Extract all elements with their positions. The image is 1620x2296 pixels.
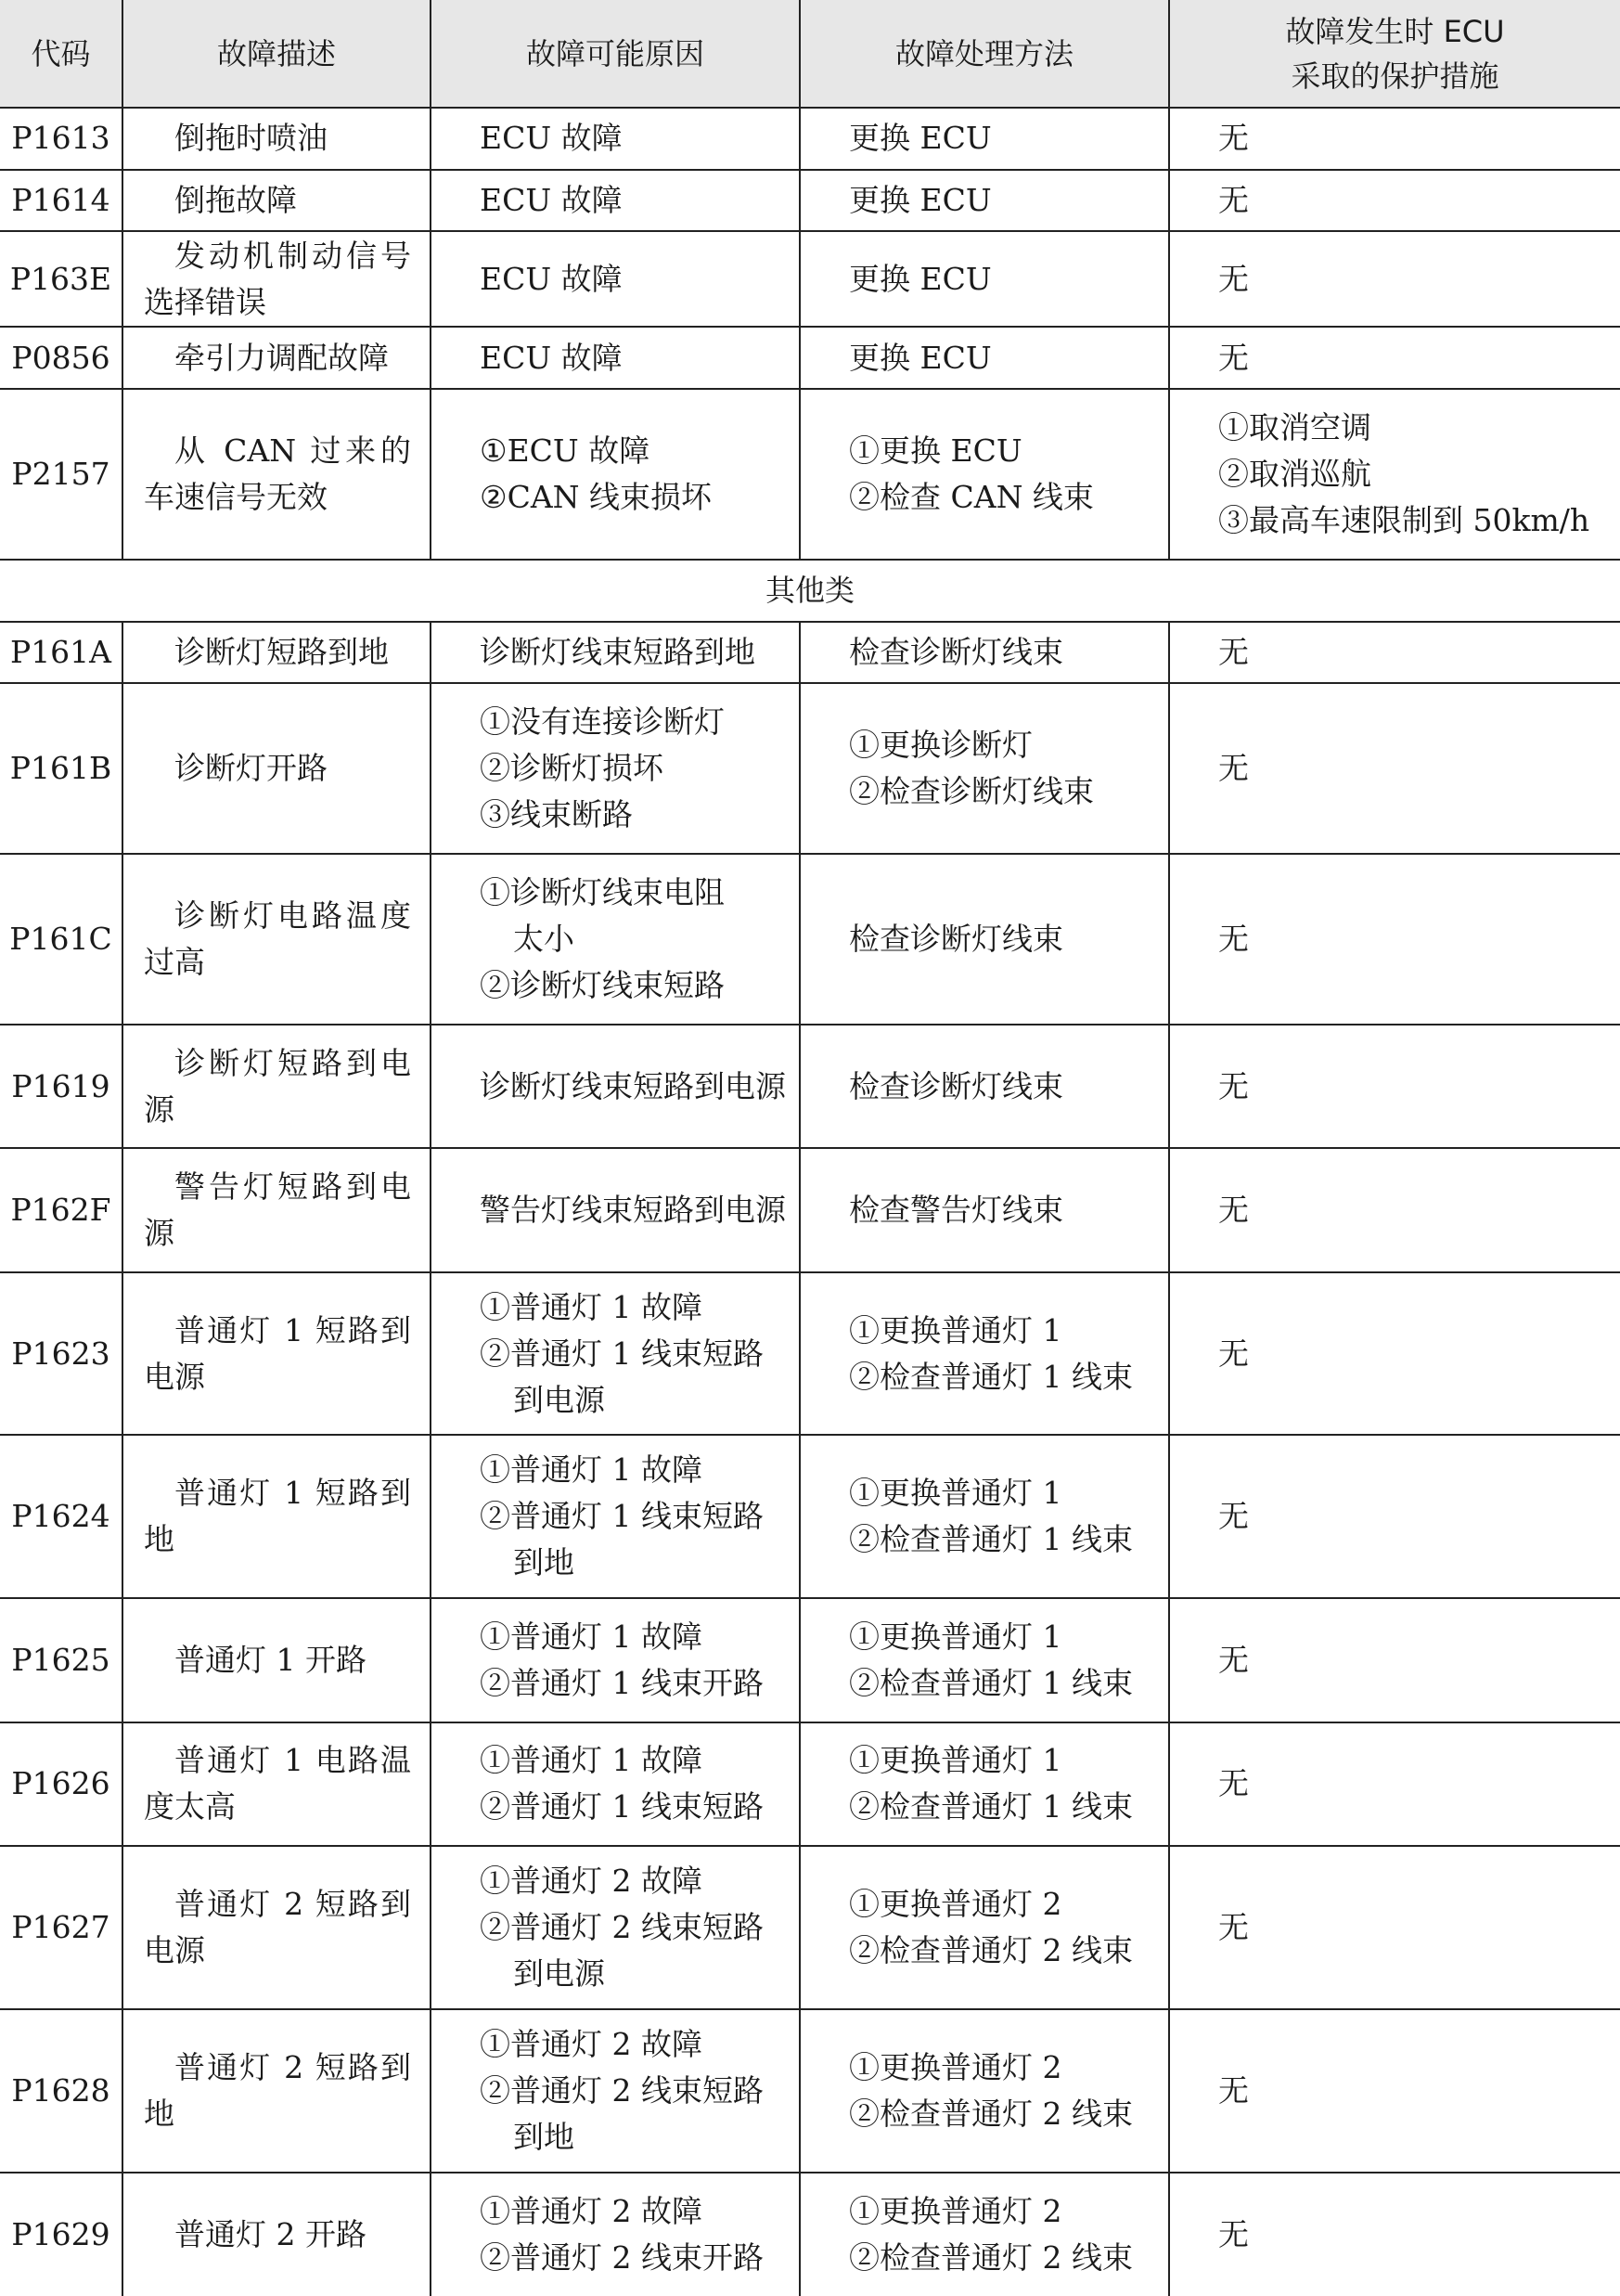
fault-description: 诊断灯电路温度过高 [122, 854, 431, 1025]
fault-fix-line: ①更换普通灯 1 [849, 1618, 1062, 1655]
ecu-protection-line: 无 [1218, 1908, 1249, 1945]
fault-fix-line: ②检查普通灯 2 线束 [849, 2238, 1133, 2276]
ecu-protection-line: 无 [1218, 1765, 1249, 1802]
fault-description: 普通灯 2 短路到地 [122, 2009, 431, 2173]
fault-fix [800, 2009, 1169, 2173]
table-row [0, 1148, 1620, 1271]
fault-fix-line: 更换 ECU [849, 339, 992, 376]
table-row [0, 1025, 1620, 1148]
fault-description: 从 CAN 过来的车速信号无效 [122, 389, 431, 560]
table-row [0, 1846, 1620, 2009]
ecu-protection [1169, 389, 1620, 560]
fault-fix [800, 170, 1169, 232]
ecu-protection [1169, 2009, 1620, 2173]
fault-cause-line: ②诊断灯损坏 [480, 750, 663, 787]
table-row [0, 2009, 1620, 2173]
fault-fix-line: ②检查诊断灯线束 [849, 773, 1094, 810]
fault-cause-line: 到地 [513, 2118, 574, 2155]
section-title: 其他类 [0, 560, 1620, 622]
table-row [0, 108, 1620, 170]
fault-fix [800, 683, 1169, 854]
ecu-protection-line: 无 [1218, 1641, 1249, 1678]
fault-cause-line: ②普通灯 2 线束短路 [480, 1908, 764, 1945]
ecu-protection [1169, 1598, 1620, 1722]
ecu-protection [1169, 622, 1620, 684]
fault-fix-line: ①更换普通灯 1 [849, 1475, 1062, 1512]
fault-cause-line: ①普通灯 2 故障 [480, 2192, 702, 2229]
fault-cause-line: ①普通灯 2 故障 [480, 2025, 702, 2062]
fault-fix [800, 854, 1169, 1025]
ecu-protection [1169, 108, 1620, 170]
fault-cause-line: 到电源 [513, 1954, 605, 1992]
fault-fix-line: ②检查普通灯 2 线束 [849, 1931, 1133, 1968]
fault-cause-line: ②普通灯 2 线束短路 [480, 2071, 764, 2109]
fault-code: P0856 [0, 327, 122, 389]
fault-cause-line: 到地 [513, 1544, 574, 1581]
fault-fix [800, 108, 1169, 170]
fault-description: 倒拖故障 [122, 170, 431, 232]
fault-description: 普通灯 1 开路 [122, 1598, 431, 1722]
ecu-protection-line: 无 [1218, 1067, 1249, 1104]
ecu-protection-line: 无 [1218, 633, 1249, 670]
table-row [0, 1272, 1620, 1436]
ecu-protection [1169, 683, 1620, 854]
fault-code: P162F [0, 1148, 122, 1271]
fault-fix-line: ①更换诊断灯 [849, 727, 1033, 764]
fault-description: 普通灯 1 短路到地 [122, 1435, 431, 1598]
fault-cause-line: ②普通灯 1 线束短路 [480, 1788, 764, 1825]
fault-cause-line: ①普通灯 2 故障 [480, 1862, 702, 1899]
ecu-protection [1169, 1148, 1620, 1271]
fault-cause-line: 到电源 [513, 1381, 605, 1418]
table-header-row [0, 0, 1620, 108]
fault-fix-line: ②检查普通灯 1 线束 [849, 1788, 1133, 1825]
ecu-protection [1169, 1025, 1620, 1148]
fault-fix [800, 2173, 1169, 2296]
table-row [0, 327, 1620, 389]
header-code: 代码 [0, 0, 122, 108]
fault-code: P1627 [0, 1846, 122, 2009]
fault-description: 普通灯 2 开路 [122, 2173, 431, 2296]
header-description: 故障描述 [122, 0, 431, 108]
fault-code: P161B [0, 683, 122, 854]
header-fix: 故障处理方法 [800, 0, 1169, 108]
fault-code: P1625 [0, 1598, 122, 1722]
table-row [0, 170, 1620, 232]
ecu-protection-line: ①取消空调 [1218, 409, 1371, 445]
fault-code: P1619 [0, 1025, 122, 1148]
ecu-protection-line: 无 [1218, 120, 1249, 157]
fault-fix-line: ②检查普通灯 1 线束 [849, 1664, 1133, 1701]
ecu-protection [1169, 327, 1620, 389]
fault-code: P161C [0, 854, 122, 1025]
fault-cause [431, 1025, 800, 1148]
fault-cause-line: ①普通灯 1 故障 [480, 1618, 702, 1655]
fault-fix-line: 检查诊断灯线束 [849, 1067, 1063, 1104]
ecu-protection-line: 无 [1218, 339, 1249, 376]
fault-fix-line: 检查诊断灯线束 [849, 633, 1063, 670]
ecu-protection-line: 无 [1218, 182, 1249, 218]
fault-description: 倒拖时喷油 [122, 108, 431, 170]
ecu-protection [1169, 170, 1620, 232]
fault-code: P1626 [0, 1722, 122, 1846]
ecu-protection-line: 无 [1218, 2215, 1249, 2252]
fault-description: 诊断灯短路到电源 [122, 1025, 431, 1148]
fault-cause-line: ②普通灯 2 线束开路 [480, 2238, 764, 2276]
table-body-group2 [0, 622, 1620, 2296]
fault-code: P2157 [0, 389, 122, 560]
fault-code: P1629 [0, 2173, 122, 2296]
fault-fix-line: 更换 ECU [849, 120, 992, 157]
fault-cause-line: ①普通灯 1 故障 [480, 1288, 702, 1325]
fault-cause [431, 1846, 800, 2009]
fault-cause [431, 2173, 800, 2296]
fault-code: P1623 [0, 1272, 122, 1436]
fault-cause-line: 警告灯线束短路到电源 [480, 1192, 786, 1229]
fault-description: 普通灯 2 短路到电源 [122, 1846, 431, 2009]
fault-cause-line: ③线束断路 [480, 796, 633, 833]
fault-fix-line: 检查警告灯线束 [849, 1192, 1063, 1229]
table-row [0, 231, 1620, 327]
fault-code: P1614 [0, 170, 122, 232]
fault-cause [431, 389, 800, 560]
fault-cause [431, 231, 800, 327]
fault-fix [800, 389, 1169, 560]
fault-description: 牵引力调配故障 [122, 327, 431, 389]
ecu-protection [1169, 2173, 1620, 2296]
fault-cause [431, 622, 800, 684]
section-row [0, 560, 1620, 622]
fault-cause [431, 327, 800, 389]
fault-fix-line: ①更换普通灯 2 [849, 2192, 1062, 2229]
fault-cause [431, 1598, 800, 1722]
ecu-protection-line: ③最高车速限制到 50km/h [1218, 502, 1590, 538]
fault-cause [431, 170, 800, 232]
ecu-protection-line: 无 [1218, 1335, 1249, 1372]
fault-fix-line: 更换 ECU [849, 260, 992, 297]
ecu-protection-line: 无 [1218, 1192, 1249, 1229]
header-protection-line-1: 故障发生时 ECU [1285, 13, 1505, 49]
fault-code: P1613 [0, 108, 122, 170]
fault-description: 诊断灯开路 [122, 683, 431, 854]
fault-fix [800, 231, 1169, 327]
fault-code: P163E [0, 231, 122, 327]
fault-description: 警告灯短路到电源 [122, 1148, 431, 1271]
fault-cause-line: ①普通灯 1 故障 [480, 1451, 702, 1489]
fault-cause [431, 1435, 800, 1598]
ecu-protection-line: 无 [1218, 921, 1249, 958]
header-protection-line-2: 采取的保护措施 [1291, 58, 1499, 94]
fault-cause-line: ECU 故障 [480, 339, 623, 376]
fault-cause-line: ECU 故障 [480, 120, 623, 157]
fault-cause [431, 108, 800, 170]
fault-code: P1628 [0, 2009, 122, 2173]
fault-fix [800, 1722, 1169, 1846]
fault-cause-line: ②普通灯 1 线束短路 [480, 1498, 764, 1535]
fault-cause [431, 1722, 800, 1846]
ecu-protection-line: 无 [1218, 1498, 1249, 1535]
ecu-protection-line: 无 [1218, 2071, 1249, 2109]
fault-fix-line: 更换 ECU [849, 182, 992, 218]
table-row [0, 1598, 1620, 1722]
ecu-protection [1169, 1722, 1620, 1846]
fault-cause-line: 诊断灯线束短路到电源 [480, 1067, 786, 1104]
fault-cause-line: ②诊断灯线束短路 [480, 967, 725, 1004]
fault-cause-line: ECU 故障 [480, 260, 623, 297]
ecu-protection [1169, 1435, 1620, 1598]
fault-fix-line: 检查诊断灯线束 [849, 921, 1063, 958]
fault-fix [800, 1272, 1169, 1436]
section-row-group [0, 560, 1620, 622]
fault-cause-line: ①没有连接诊断灯 [480, 703, 725, 741]
fault-fix-line: ①更换普通灯 1 [849, 1742, 1062, 1779]
table-row [0, 389, 1620, 560]
fault-fix-line: ②检查普通灯 1 线束 [849, 1358, 1133, 1395]
ecu-protection [1169, 1272, 1620, 1436]
fault-cause-line: 诊断灯线束短路到地 [480, 633, 755, 670]
fault-description: 诊断灯短路到地 [122, 622, 431, 684]
fault-fix-line: ②检查普通灯 2 线束 [849, 2095, 1133, 2132]
fault-cause [431, 1272, 800, 1436]
ecu-protection [1169, 231, 1620, 327]
table-row [0, 622, 1620, 684]
fault-fix-line: ②检查普通灯 1 线束 [849, 1521, 1133, 1558]
fault-fix-line: ①更换普通灯 2 [849, 2048, 1062, 2085]
fault-description: 普通灯 1 电路温度太高 [122, 1722, 431, 1846]
fault-cause-line: ECU 故障 [480, 182, 623, 218]
ecu-protection [1169, 854, 1620, 1025]
table-body-group1 [0, 108, 1620, 560]
fault-cause-line: ②普通灯 1 线束短路 [480, 1335, 764, 1372]
fault-cause [431, 1148, 800, 1271]
ecu-protection-line: 无 [1218, 260, 1249, 297]
fault-cause-line: ②普通灯 1 线束开路 [480, 1664, 764, 1701]
fault-cause-line: ②CAN 线束损坏 [480, 479, 713, 515]
fault-fix-line: ①更换 ECU [849, 432, 1022, 469]
fault-cause-line: ①诊断灯线束电阻 [480, 874, 725, 911]
fault-fix-line: ②检查 CAN 线束 [849, 479, 1094, 515]
fault-cause-line: 太小 [513, 921, 574, 958]
fault-cause-line: ①普通灯 1 故障 [480, 1742, 702, 1779]
fault-fix [800, 1846, 1169, 2009]
fault-fix [800, 327, 1169, 389]
table-row [0, 854, 1620, 1025]
fault-fix-line: ①更换普通灯 1 [849, 1311, 1062, 1348]
table-row [0, 2173, 1620, 2296]
fault-fix [800, 1598, 1169, 1722]
table-row [0, 1722, 1620, 1846]
fault-cause [431, 854, 800, 1025]
fault-cause [431, 2009, 800, 2173]
fault-fix [800, 1435, 1169, 1598]
fault-description: 发动机制动信号选择错误 [122, 231, 431, 327]
header-cause: 故障可能原因 [431, 0, 800, 108]
fault-fix [800, 1025, 1169, 1148]
fault-description: 普通灯 1 短路到电源 [122, 1272, 431, 1436]
fault-cause-line: ①ECU 故障 [480, 432, 650, 469]
table-row [0, 683, 1620, 854]
header-protection [1169, 0, 1620, 108]
fault-fix [800, 622, 1169, 684]
ecu-protection [1169, 1846, 1620, 2009]
fault-cause [431, 683, 800, 854]
fault-fix [800, 1148, 1169, 1271]
table-row [0, 1435, 1620, 1598]
ecu-protection-line: 无 [1218, 750, 1249, 787]
fault-code: P1624 [0, 1435, 122, 1598]
ecu-protection-line: ②取消巡航 [1218, 456, 1371, 492]
fault-fix-line: ①更换普通灯 2 [849, 1885, 1062, 1922]
fault-code: P161A [0, 622, 122, 684]
